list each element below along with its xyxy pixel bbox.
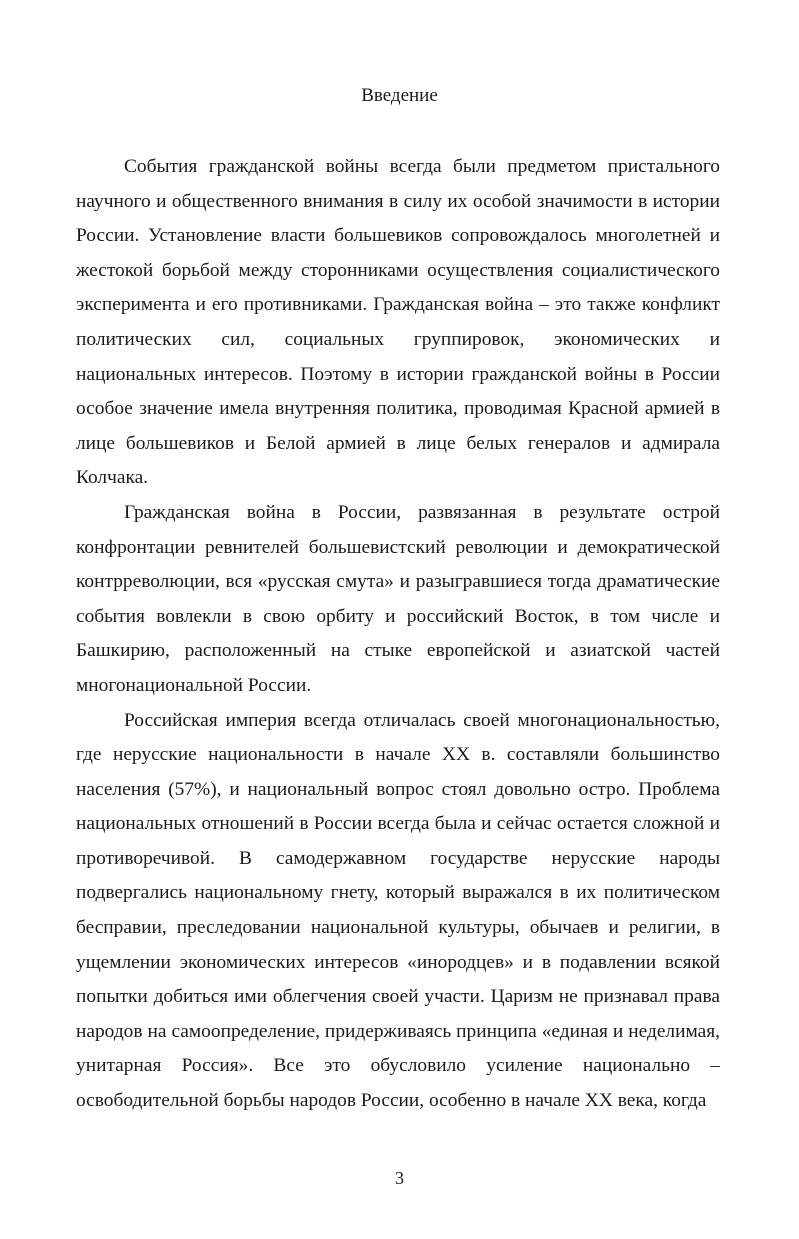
- paragraph-2: Гражданская война в России, развязанная в результате острой конфронтации ревнителей большевистский революции и демократической контрреволюции, вся «русская смута» и разыгравшиеся тогда драматические события вовлекли в свою орбиту и российский Восток, в том числе и Башкирию, расположенный на стыке европейской и азиатской частей многонациональной России.: [76, 501, 720, 696]
- document-body: [76, 150, 720, 1119]
- page-title: Введение: [361, 85, 438, 106]
- paragraph-3: Российская империя всегда отличалась своей многонациональностью, где нерусские национальности в начале XX в. составляли большинство населения (57%), и национальный вопрос стоял довольно остро. Проблема национальных отношений в России всегда была и сейчас остается сложной и противоречивой. В самодержавном государстве нерусские народы подвергались национальному гнету, который выражался в их политическом бесправии, преследовании национальной культуры, обычаев и религии, в ущемлении экономических интересов «инородцев» и в подавлении всякой попытки добиться ими облегчения своей участи. Царизм не признавал права народов на самоопределение, придерживаясь принципа «единая и неделимая, унитарная Россия». Все это обусловило усиление национально – освободительной борьбы народов России, особенно в начале XX века, когда: [76, 709, 720, 1112]
- page-number: 3: [395, 1168, 404, 1188]
- paragraph-1: События гражданской войны всегда были предметом пристального научного и общественного внимания в силу их особой значимости в истории России. Установление власти большевиков сопровождалось многолетней и жестокой борьбой между сторонниками осуществления социалистического эксперимента и его противниками. Гражданская война – это также конфликт политических сил, социальных группировок, экономических и национальных интересов. Поэтому в истории гражданской войны в России особое значение имела внутренняя политика, проводимая Красной армией в лице большевиков и Белой армией в лице белых генералов и адмирала Колчака.: [76, 156, 720, 489]
